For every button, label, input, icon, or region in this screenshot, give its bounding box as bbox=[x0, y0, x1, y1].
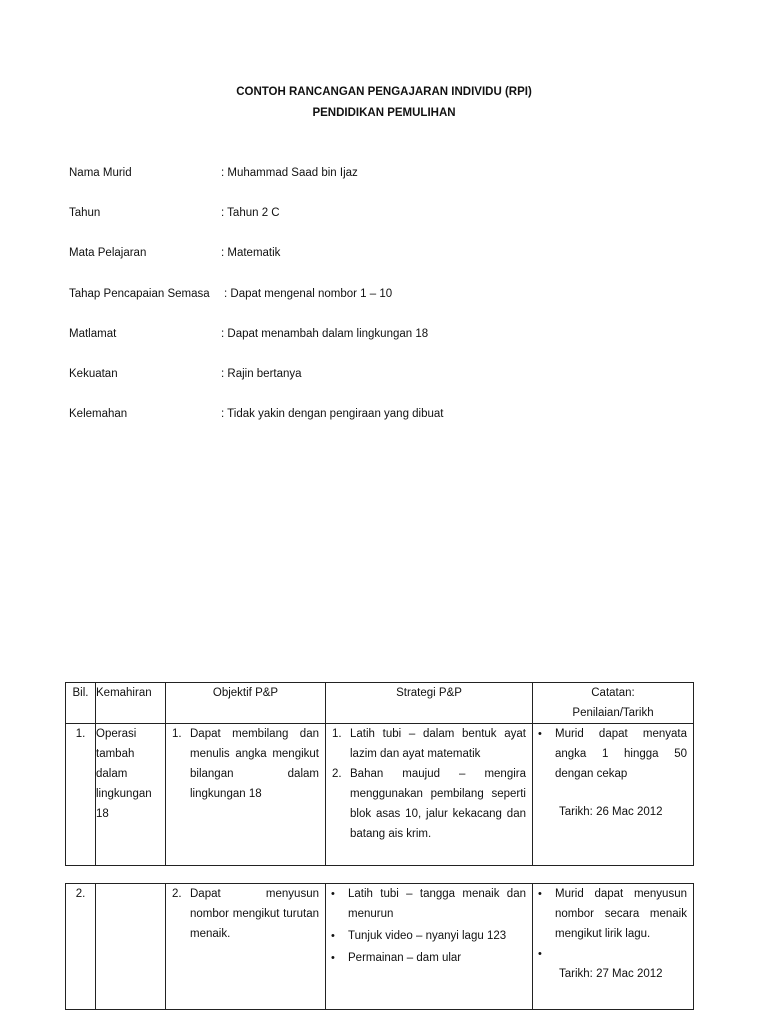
strategi-list bbox=[326, 724, 526, 844]
list-item: • Murid dapat menyata angka 1 hingga 50 dengan cekap bbox=[533, 724, 687, 784]
strategi-list bbox=[326, 884, 526, 968]
info-label: Kelemahan bbox=[69, 408, 128, 420]
document-subtitle: PENDIDIKAN PEMULIHAN bbox=[312, 107, 456, 119]
catatan-tarikh: Tarikh: 27 Mac 2012 bbox=[559, 968, 663, 980]
list-item: • Murid dapat menyusun nombor secara menaik mengikut lirik lagu. bbox=[533, 884, 687, 944]
row-catatan bbox=[533, 884, 694, 1010]
row-kemahiran: Operasi tambah dalam lingkungan 18 bbox=[96, 724, 166, 866]
row-strategi bbox=[326, 884, 533, 1010]
rpi-table-2 bbox=[65, 883, 694, 1010]
bullet-icon: • bbox=[331, 930, 335, 942]
bullet-icon: • bbox=[538, 728, 542, 740]
bullet-icon: • bbox=[538, 888, 542, 900]
header-bil: Bil. bbox=[66, 683, 96, 724]
list-item: • Latih tubi – tangga menaik dan menurun bbox=[326, 884, 526, 924]
list-item: 1. Dapat membilang dan menulis angka mengikut bilangan dalam lingkungan 18 bbox=[172, 728, 319, 800]
row-strategi bbox=[326, 724, 533, 866]
list-item: • Tunjuk video – nyanyi lagu 123 bbox=[326, 926, 526, 946]
info-value: : Tidak yakin dengan pengiraan yang dibuat bbox=[221, 408, 444, 420]
bullet-icon: • bbox=[331, 888, 335, 900]
table-header-row bbox=[66, 683, 694, 724]
table-row bbox=[66, 724, 694, 866]
row-kemahiran bbox=[96, 884, 166, 1010]
objektif-list bbox=[166, 884, 319, 944]
info-value: : Muhammad Saad bin Ijaz bbox=[221, 167, 358, 179]
list-item: 1. Latih tubi – dalam bentuk ayat lazim dan ayat matematik bbox=[332, 728, 526, 760]
row-objektif bbox=[166, 724, 326, 866]
list-item: 2. Dapat menyusun nombor mengikut turutan menaik. bbox=[172, 888, 319, 940]
header-catatan-line1: Catatan: bbox=[591, 687, 635, 699]
bullet-icon: • bbox=[538, 948, 542, 960]
table-row bbox=[66, 884, 694, 1010]
catatan-tarikh: Tarikh: 26 Mac 2012 bbox=[559, 806, 663, 818]
info-value: : Tahun 2 C bbox=[221, 207, 280, 219]
info-label: Kekuatan bbox=[69, 368, 118, 380]
list-item: • Permainan – dam ular bbox=[326, 948, 526, 968]
info-label: Tahun bbox=[69, 207, 101, 219]
catatan-list bbox=[533, 884, 687, 964]
info-value: : Dapat mengenal nombor 1 – 10 bbox=[224, 288, 393, 300]
info-label: Nama Murid bbox=[69, 167, 132, 179]
info-label: Mata Pelajaran bbox=[69, 247, 147, 259]
info-label: Matlamat bbox=[69, 328, 117, 340]
info-value: : Rajin bertanya bbox=[221, 368, 302, 380]
row-bil: 1. bbox=[66, 724, 96, 866]
catatan-list bbox=[533, 724, 687, 784]
objektif-list bbox=[166, 724, 319, 804]
bullet-icon: • bbox=[331, 952, 335, 964]
list-item: 2. Bahan maujud – mengira menggunakan pembilang seperti blok asas 10, jalur kekacang dan batang ais krim. bbox=[332, 768, 526, 840]
rpi-table-1 bbox=[65, 682, 694, 866]
list-item bbox=[533, 944, 687, 964]
header-kemahiran: Kemahiran bbox=[96, 683, 166, 724]
row-bil: 2. bbox=[66, 884, 96, 1010]
header-objektif: Objektif P&P bbox=[166, 683, 326, 724]
info-value: : Dapat menambah dalam lingkungan 18 bbox=[221, 328, 429, 340]
header-catatan-line2: Penilaian/Tarikh bbox=[572, 707, 654, 719]
header-strategi: Strategi P&P bbox=[326, 683, 533, 724]
info-label: Tahap Pencapaian Semasa bbox=[69, 288, 210, 300]
info-value: : Matematik bbox=[221, 247, 281, 259]
document-title: CONTOH RANCANGAN PENGAJARAN INDIVIDU (RPI) bbox=[236, 86, 532, 98]
row-catatan bbox=[533, 724, 694, 866]
header-catatan bbox=[533, 683, 694, 724]
row-objektif bbox=[166, 884, 326, 1010]
